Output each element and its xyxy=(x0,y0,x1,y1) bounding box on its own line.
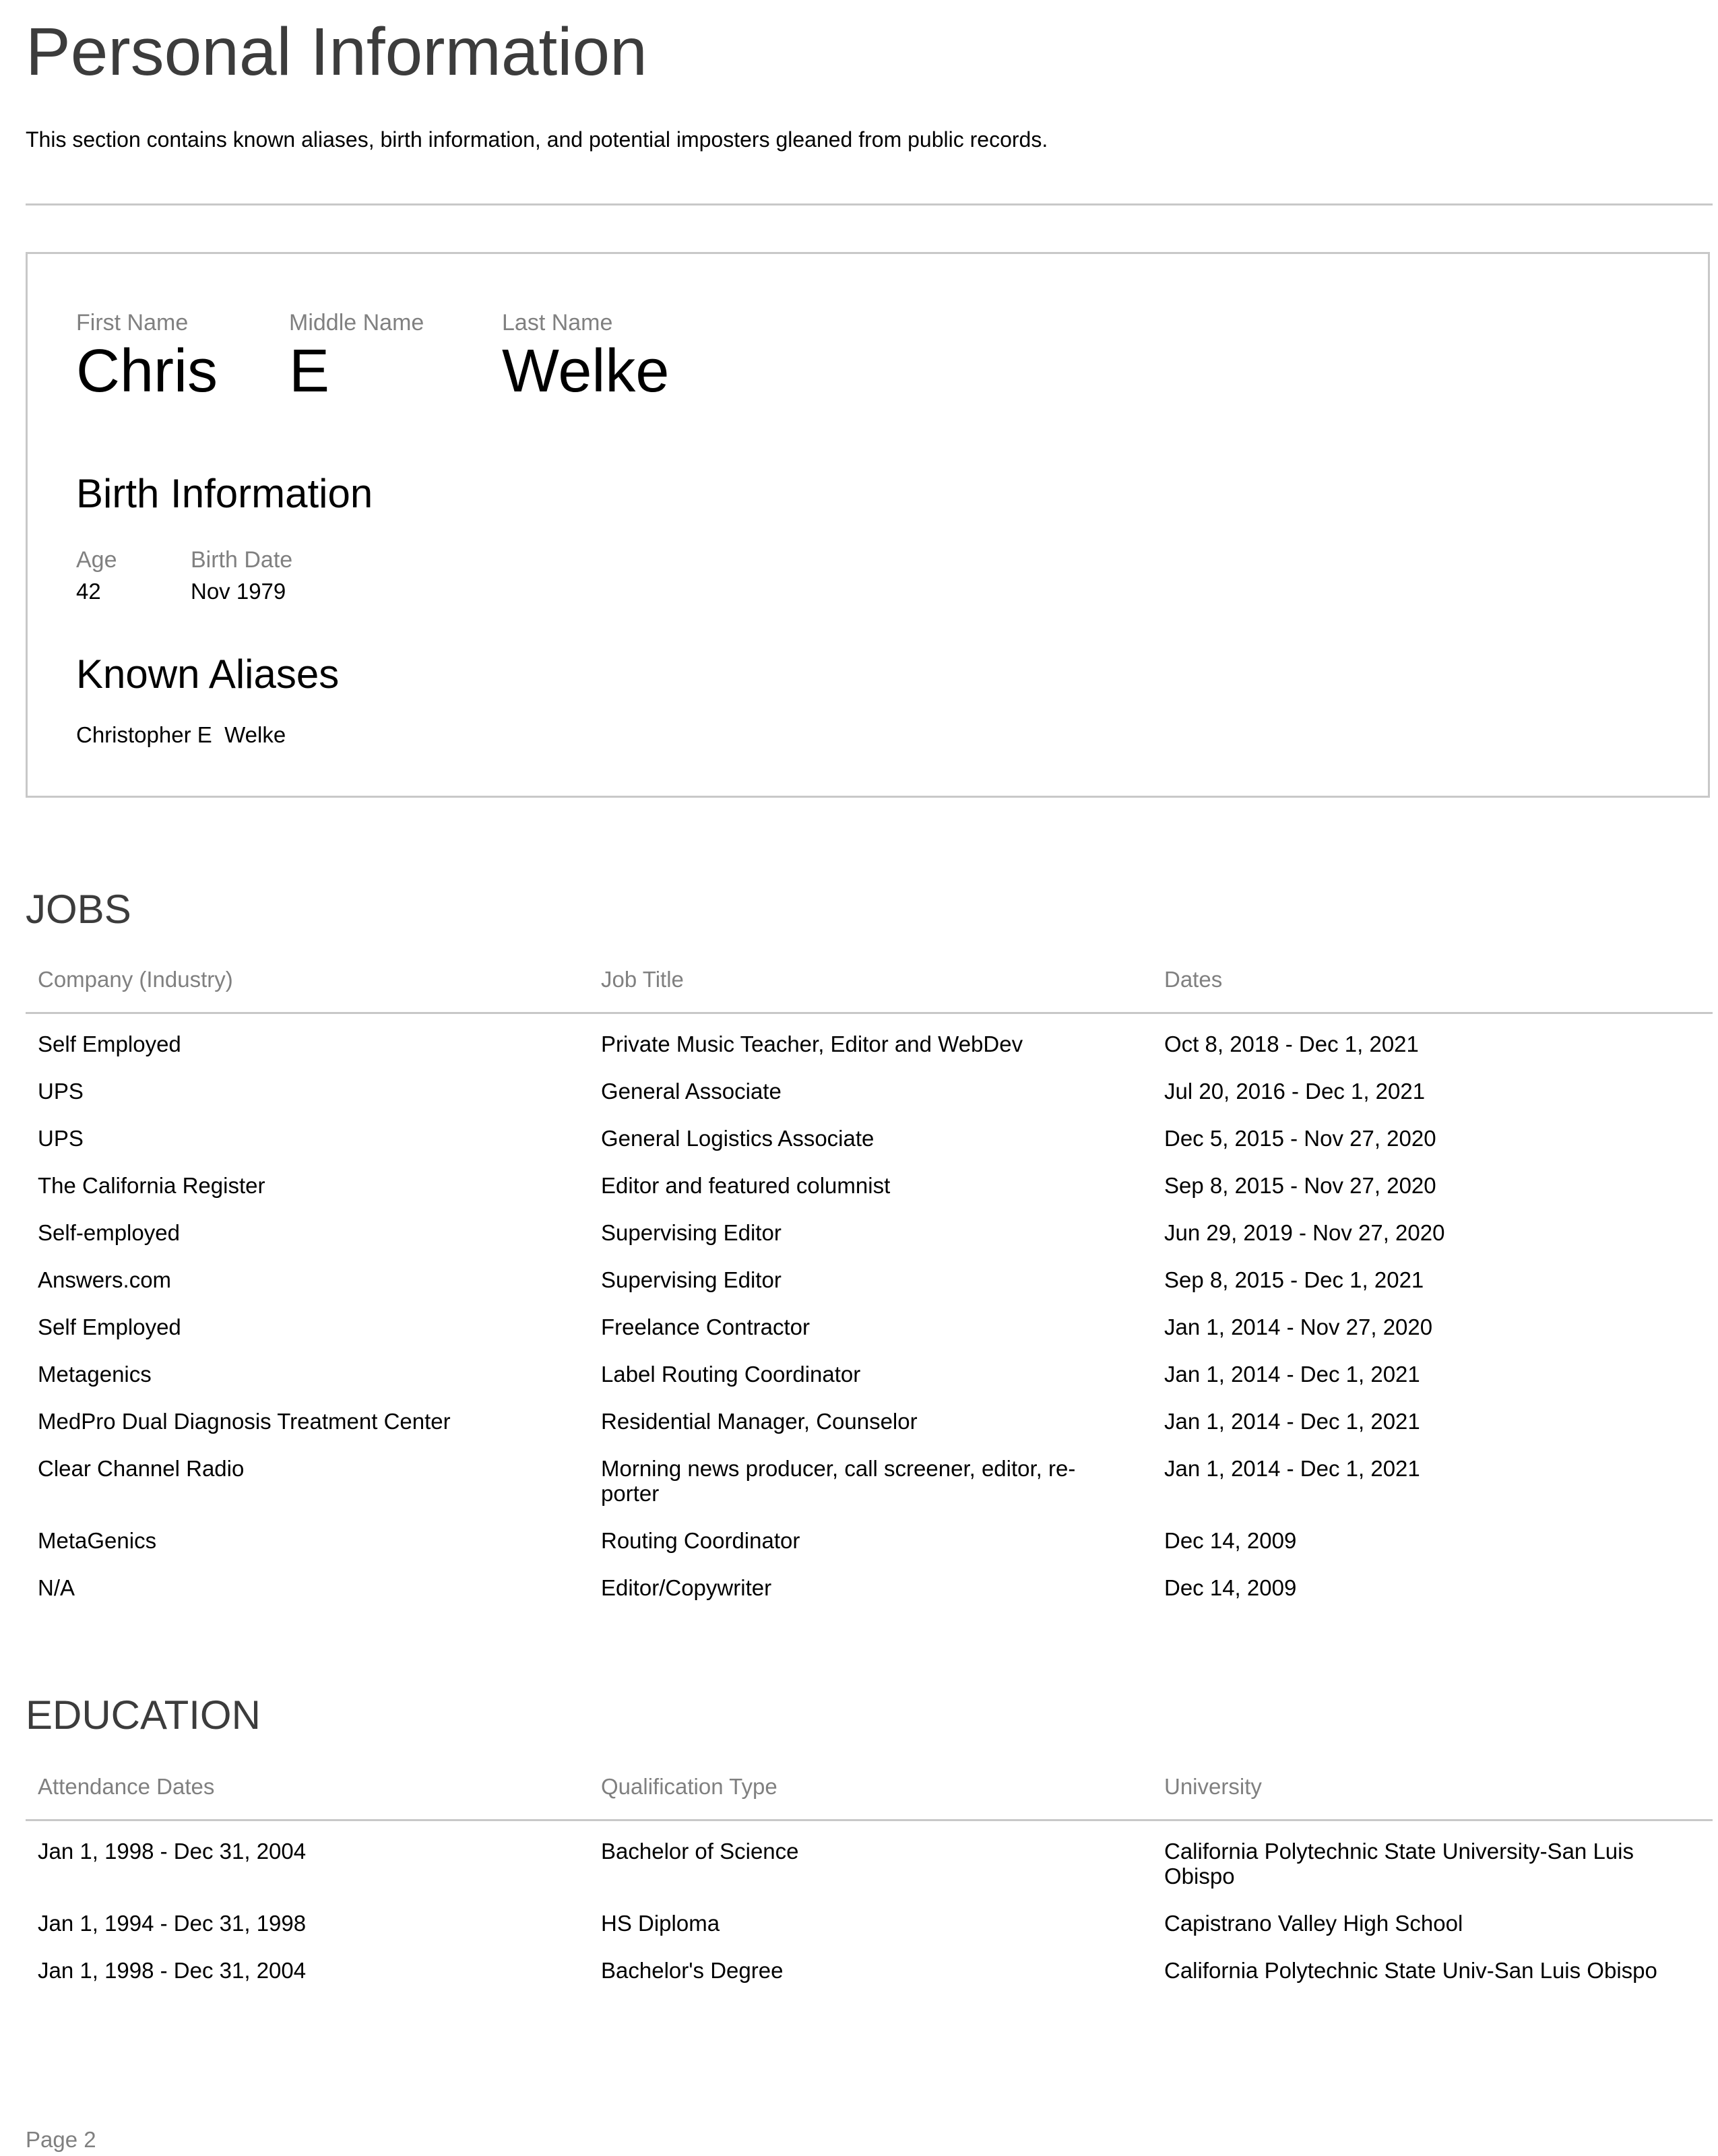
section-description: This section contains known aliases, birth information, and potential imposters gleaned from public records. xyxy=(26,127,1048,152)
company-cell: Self Employed xyxy=(38,1314,181,1339)
column-header-qualification-type: Qualification Type xyxy=(589,1767,1152,1820)
company-cell: Self Employed xyxy=(38,1032,181,1056)
table-row xyxy=(26,1267,1713,1314)
column-header-job-title: Job Title xyxy=(589,959,1152,1013)
job-title-cell: Freelance Contractor xyxy=(601,1314,810,1339)
dates-cell: Dec 14, 2009 xyxy=(1164,1528,1297,1553)
page-title: Personal Information xyxy=(26,14,647,90)
middle-name-field xyxy=(289,309,424,403)
education-heading: EDUCATION xyxy=(26,1692,261,1738)
table-row xyxy=(26,1013,1713,1079)
dates-cell: Jan 1, 2014 - Dec 1, 2021 xyxy=(1164,1362,1420,1387)
university-cell: California Polytechnic State University-San Luis Obispo xyxy=(1164,1839,1634,1889)
middle-name-label: Middle Name xyxy=(289,310,424,336)
qualification-type-cell: Bachelor of Science xyxy=(601,1839,799,1864)
job-title-cell: Editor/Copywriter xyxy=(601,1575,772,1600)
company-cell: MedPro Dual Diagnosis Treatment Center xyxy=(38,1409,451,1434)
column-header-university: University xyxy=(1152,1767,1713,1820)
known-aliases-heading: Known Aliases xyxy=(76,652,340,697)
dates-cell: Jan 1, 2014 - Dec 1, 2021 xyxy=(1164,1409,1420,1434)
job-title-cell: Morning news producer, call screener, editor, re- porter xyxy=(601,1456,1076,1506)
table-row xyxy=(26,1362,1713,1409)
dates-cell: Dec 14, 2009 xyxy=(1164,1575,1297,1600)
table-row xyxy=(26,1820,1713,1911)
table-row xyxy=(26,1079,1713,1126)
middle-name-value: E xyxy=(289,337,330,405)
table-row xyxy=(26,1575,1713,1622)
table-row xyxy=(26,1911,1713,1958)
table-row xyxy=(26,1173,1713,1220)
university-cell: Capistrano Valley High School xyxy=(1164,1911,1463,1936)
birth-info-heading: Birth Information xyxy=(76,471,373,516)
attendance-dates-cell: Jan 1, 1994 - Dec 31, 1998 xyxy=(38,1911,307,1936)
age-field xyxy=(76,546,117,604)
last-name-label: Last Name xyxy=(502,310,613,336)
university-cell: California Polytechnic State Univ-San Luis Obispo xyxy=(1164,1958,1657,1983)
attendance-dates-cell: Jan 1, 1998 - Dec 31, 2004 xyxy=(38,1839,307,1864)
company-cell: Clear Channel Radio xyxy=(38,1456,245,1481)
company-cell: UPS xyxy=(38,1126,84,1151)
last-name-value: Welke xyxy=(502,337,670,405)
education-table xyxy=(26,1767,1713,2005)
company-cell: MetaGenics xyxy=(38,1528,157,1553)
page-number: Page 2 xyxy=(26,2127,96,2152)
company-cell: Self-employed xyxy=(38,1220,180,1245)
dates-cell: Sep 8, 2015 - Nov 27, 2020 xyxy=(1164,1173,1436,1198)
job-title-cell: Routing Coordinator xyxy=(601,1528,800,1553)
job-title-cell: Residential Manager, Counselor xyxy=(601,1409,918,1434)
first-name-field xyxy=(76,309,218,403)
company-cell: UPS xyxy=(38,1079,84,1104)
education-header-row xyxy=(26,1767,1713,1820)
table-row xyxy=(26,1456,1713,1528)
company-cell: N/A xyxy=(38,1575,75,1600)
company-cell: The California Register xyxy=(38,1173,265,1198)
first-name-label: First Name xyxy=(76,310,189,336)
column-header-attendance-dates: Attendance Dates xyxy=(26,1767,589,1820)
qualification-type-cell: Bachelor's Degree xyxy=(601,1958,784,1983)
attendance-dates-cell: Jan 1, 1998 - Dec 31, 2004 xyxy=(38,1958,307,1983)
table-row xyxy=(26,1126,1713,1173)
alias-item: Christopher E Welke xyxy=(76,722,286,747)
table-row xyxy=(26,1220,1713,1267)
birth-date-label: Birth Date xyxy=(191,547,293,573)
dates-cell: Jun 29, 2019 - Nov 27, 2020 xyxy=(1164,1220,1445,1245)
section-divider xyxy=(26,203,1713,205)
dates-cell: Dec 5, 2015 - Nov 27, 2020 xyxy=(1164,1126,1436,1151)
dates-cell: Jan 1, 2014 - Dec 1, 2021 xyxy=(1164,1456,1420,1481)
column-header-company: Company (Industry) xyxy=(26,959,589,1013)
jobs-heading: JOBS xyxy=(26,887,131,932)
table-row xyxy=(26,1314,1713,1362)
birth-date-field xyxy=(191,546,292,604)
company-cell: Answers.com xyxy=(38,1267,172,1292)
job-title-cell: Supervising Editor xyxy=(601,1267,782,1292)
table-row xyxy=(26,1958,1713,2005)
jobs-table xyxy=(26,959,1713,1622)
job-title-cell: General Logistics Associate xyxy=(601,1126,874,1151)
qualification-type-cell: HS Diploma xyxy=(601,1911,720,1936)
last-name-field xyxy=(502,309,669,403)
job-title-cell: General Associate xyxy=(601,1079,782,1104)
dates-cell: Jul 20, 2016 - Dec 1, 2021 xyxy=(1164,1079,1426,1104)
job-title-cell: Label Routing Coordinator xyxy=(601,1362,861,1387)
column-header-dates: Dates xyxy=(1152,959,1713,1013)
dates-cell: Sep 8, 2015 - Dec 1, 2021 xyxy=(1164,1267,1424,1292)
age-value: 42 xyxy=(76,578,101,604)
dates-cell: Jan 1, 2014 - Nov 27, 2020 xyxy=(1164,1314,1433,1339)
first-name-value: Chris xyxy=(76,337,218,405)
dates-cell: Oct 8, 2018 - Dec 1, 2021 xyxy=(1164,1032,1419,1056)
age-label: Age xyxy=(76,547,117,573)
birth-date-value: Nov 1979 xyxy=(191,578,286,604)
job-title-cell: Private Music Teacher, Editor and WebDev xyxy=(601,1032,1023,1056)
table-row xyxy=(26,1409,1713,1456)
personal-info-card xyxy=(26,252,1710,798)
company-cell: Metagenics xyxy=(38,1362,152,1387)
jobs-header-row xyxy=(26,959,1713,1013)
job-title-cell: Supervising Editor xyxy=(601,1220,782,1245)
job-title-cell: Editor and featured columnist xyxy=(601,1173,891,1198)
table-row xyxy=(26,1528,1713,1575)
